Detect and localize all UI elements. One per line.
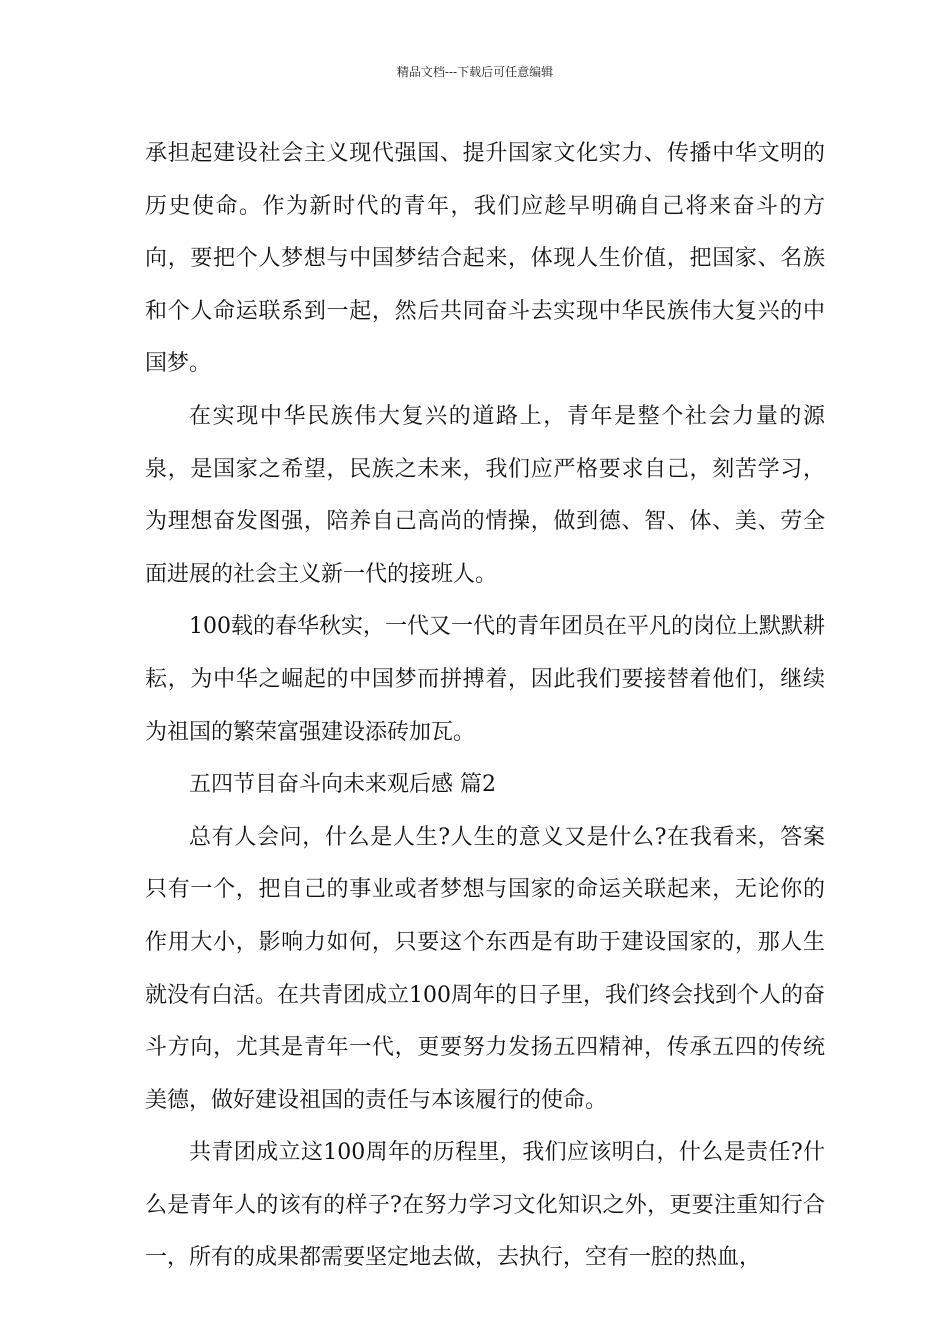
paragraph-5: 共青团成立这100周年的历程里，我们应该明白，什么是责任?什么是青年人的该有的样子?在努力学习文化知识之外，更要注重知行合一，所有的成果都需要坚定地去做，去执行，空有一腔的热血，	[145, 1140, 825, 1271]
paragraph-1: 承担起建设社会主义现代强国、提升国家文化实力、传播中华文明的历史使命。作为新时代的青年，我们应趁早明确自己将来奋斗的方向，要把个人梦想与中国梦结合起来，体现人生价值，把国家、名族和个人命运联系到一起，然后共同奋斗去实现中华民族伟大复兴的中国梦。	[145, 141, 825, 377]
paragraph-2: 在实现中华民族伟大复兴的道路上，青年是整个社会力量的源泉，是国家之希望，民族之未来，我们应严格要求自己，刻苦学习，为理想奋发图强，陪养自己高尚的情操，做到德、智、体、美、劳全面进展的社会主义新一代的接班人。	[145, 403, 825, 587]
document-body	[145, 128, 825, 1285]
paragraph-3: 100载的春华秋实，一代又一代的青年团员在平凡的岗位上默默耕耘，为中华之崛起的中国梦而拼搏着，因此我们要接替着他们，继续为祖国的繁荣富强建设添砖加瓦。	[145, 614, 825, 745]
section-heading: 五四节目奋斗向未来观后感 篇2	[189, 772, 496, 798]
paragraph-4: 总有人会问，什么是人生?人生的意义又是什么?在我看来，答案只有一个，把自己的事业或者梦想与国家的命运关联起来，无论你的作用大小，影响力如何，只要这个东西是有助于建设国家的，那人生就没有白活。在共青团成立100周年的日子里，我们终会找到个人的奋斗方向，尤其是青年一代，更要努力发扬五四精神，传承五四的传统美德，做好建设祖国的责任与本该履行的使命。	[145, 824, 825, 1113]
page-header: 精品文档---下载后可任意编辑	[396, 65, 554, 79]
